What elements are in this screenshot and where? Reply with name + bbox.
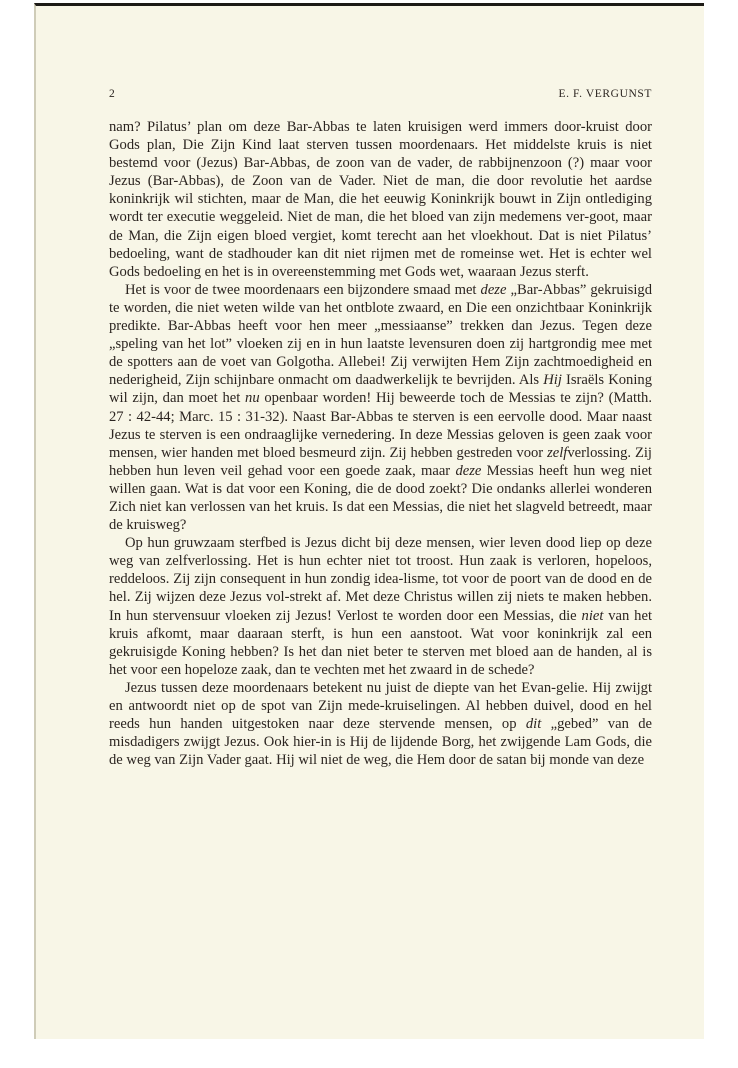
paragraph bbox=[109, 281, 652, 534]
italic-text: Hij bbox=[543, 372, 562, 389]
body-text bbox=[109, 118, 652, 769]
page-number: 2 bbox=[109, 88, 116, 100]
text-run: „Bar-Abbas” gekruisigd te worden, die niet weten wilde van het ontblote zwaard, en Die een onzichtbaar Koninkrijk predikte. Bar-Abbas heeft voor hen meer „messiaanse” trekken dan Jezus. Tegen deze „speling van het lot” vloeken zij en in hun laatste levensuren doen zij hartgrondig mee met de spotters aan de voet van Golgotha. Allebei! Zij verwijten Hem Zijn zachtmoedigheid en nederigheid, Zijn schijnbare onmacht om daadwerkelijk te bevrijden. Als bbox=[109, 281, 652, 389]
paragraph bbox=[109, 118, 652, 281]
text-run: verlossing. Zij hebben hun leven veil gehad voor een goede zaak, maar bbox=[109, 444, 652, 479]
italic-text: deze bbox=[480, 281, 507, 298]
running-title: E. F. VERGUNST bbox=[558, 88, 652, 100]
text-run: Messias heeft hun weg niet willen gaan. Wat is dat voor een Koning, die de dood zoekt? Die ondanks allerlei wonderen Zich niet kan verlossen van het kruis. Is dat een Messias, die niet het slagveld betreedt, maar de kruisweg? bbox=[109, 462, 652, 534]
running-head bbox=[109, 88, 652, 104]
italic-text: nu bbox=[245, 390, 260, 407]
text-run: Jezus tussen deze moordenaars betekent nu juist de diepte van het Evan-gelie. Hij zwijgt en antwoordt niet op de spot van Zijn mede-kruiselingen. Al hebben duivel, dood en hel reeds hun handen uitgestoken naar deze stervende mensen, op bbox=[109, 679, 652, 733]
text-run: Israëls Koning wil zijn, dan moet het bbox=[109, 372, 652, 407]
paragraph bbox=[109, 534, 652, 679]
text-run: „gebed” van de misdadigers zwijgt Jezus. Ook hier-in is Hij de lijdende Borg, het zwijgende Lam Gods, die de weg van Zijn Vader gaat. Hij wil niet de weg, die Hem door de satan bij monde van deze bbox=[109, 716, 652, 769]
text-run: Op hun gruwzaam sterfbed is Jezus dicht bij deze mensen, wier leven dood liep op deze weg van zelfverlossing. Het is hun echter niet tot troost. Hun zaak is verloren, hopeloos, reddeloos. Zij zijn consequent in hun zondig idea-lisme, tot voor de poort van de dood en de hel. Zij wijzen deze Jezus vol-strekt af. Met deze Christus willen zij niets te maken hebben. In hun stervensuur vloeken zij Jezus! Verlost te worden door een Messias, die bbox=[109, 535, 652, 624]
text-run: openbaar worden! Hij beweerde toch de Messias te zijn? (Matth. 27 : 42-44; Marc. 15 : 31-32). Naast Bar-Abbas te sterven is een eervolle dood. Maar naast Jezus te sterven is een ondraaglijke vernedering. In deze Messias geloven is geen zaak voor mensen, wier handen met bloed besmeurd zijn. Zij hebben gestreden voor bbox=[109, 390, 652, 461]
text-run: nam? Pilatus’ plan om deze Bar-Abbas te laten kruisigen werd immers door-kruist door Gods plan, Die Zijn Kind laat sterven tussen moordenaars. Het middelste kruis is niet bestemd voor (Jezus) Bar-Abbas, de zoon van de vader, de rabbijnenzoon (?) maar voor Jezus (Bar-Abbas), de Zoon van de Vader. Niet de man, die door revolutie het aardse koninkrijk wil stichten, maar de Man, die het eeuwig Koninkrijk bouwt in Zijn ontlediging wordt ter executie weggeleid. Niet de man, die het bloed van zijn medemens ver-goot, maar de Man, die Zijn eigen bloed vergiet, komt terecht aan het vloekhout. Dat is niet Pilatus’ bedoeling, want de stadhouder kan dit niet rijmen met de romeinse wet. Het is echter wel Gods bedoeling en het is in overeenstemming met Gods wet, waaraan Jezus sterft. bbox=[109, 119, 652, 280]
italic-text: dit bbox=[525, 716, 542, 733]
text-run: van het kruis afkomt, maar daaraan sterft, is hun een aanstoot. Wat voor koninkrijk zal een gekruisigde Koning hebben? Is het dan niet beter te sterven met bloed aan de handen, al is het voor een hopeloze zaak, dan te vechten met het zwaard in de schede? bbox=[109, 607, 653, 678]
text-run: Het is voor de twee moordenaars een bijzondere smaad met bbox=[125, 281, 481, 298]
paragraph bbox=[109, 679, 652, 769]
italic-text: zelf bbox=[547, 444, 568, 461]
italic-text: niet bbox=[581, 607, 604, 624]
italic-text: deze bbox=[455, 462, 482, 479]
